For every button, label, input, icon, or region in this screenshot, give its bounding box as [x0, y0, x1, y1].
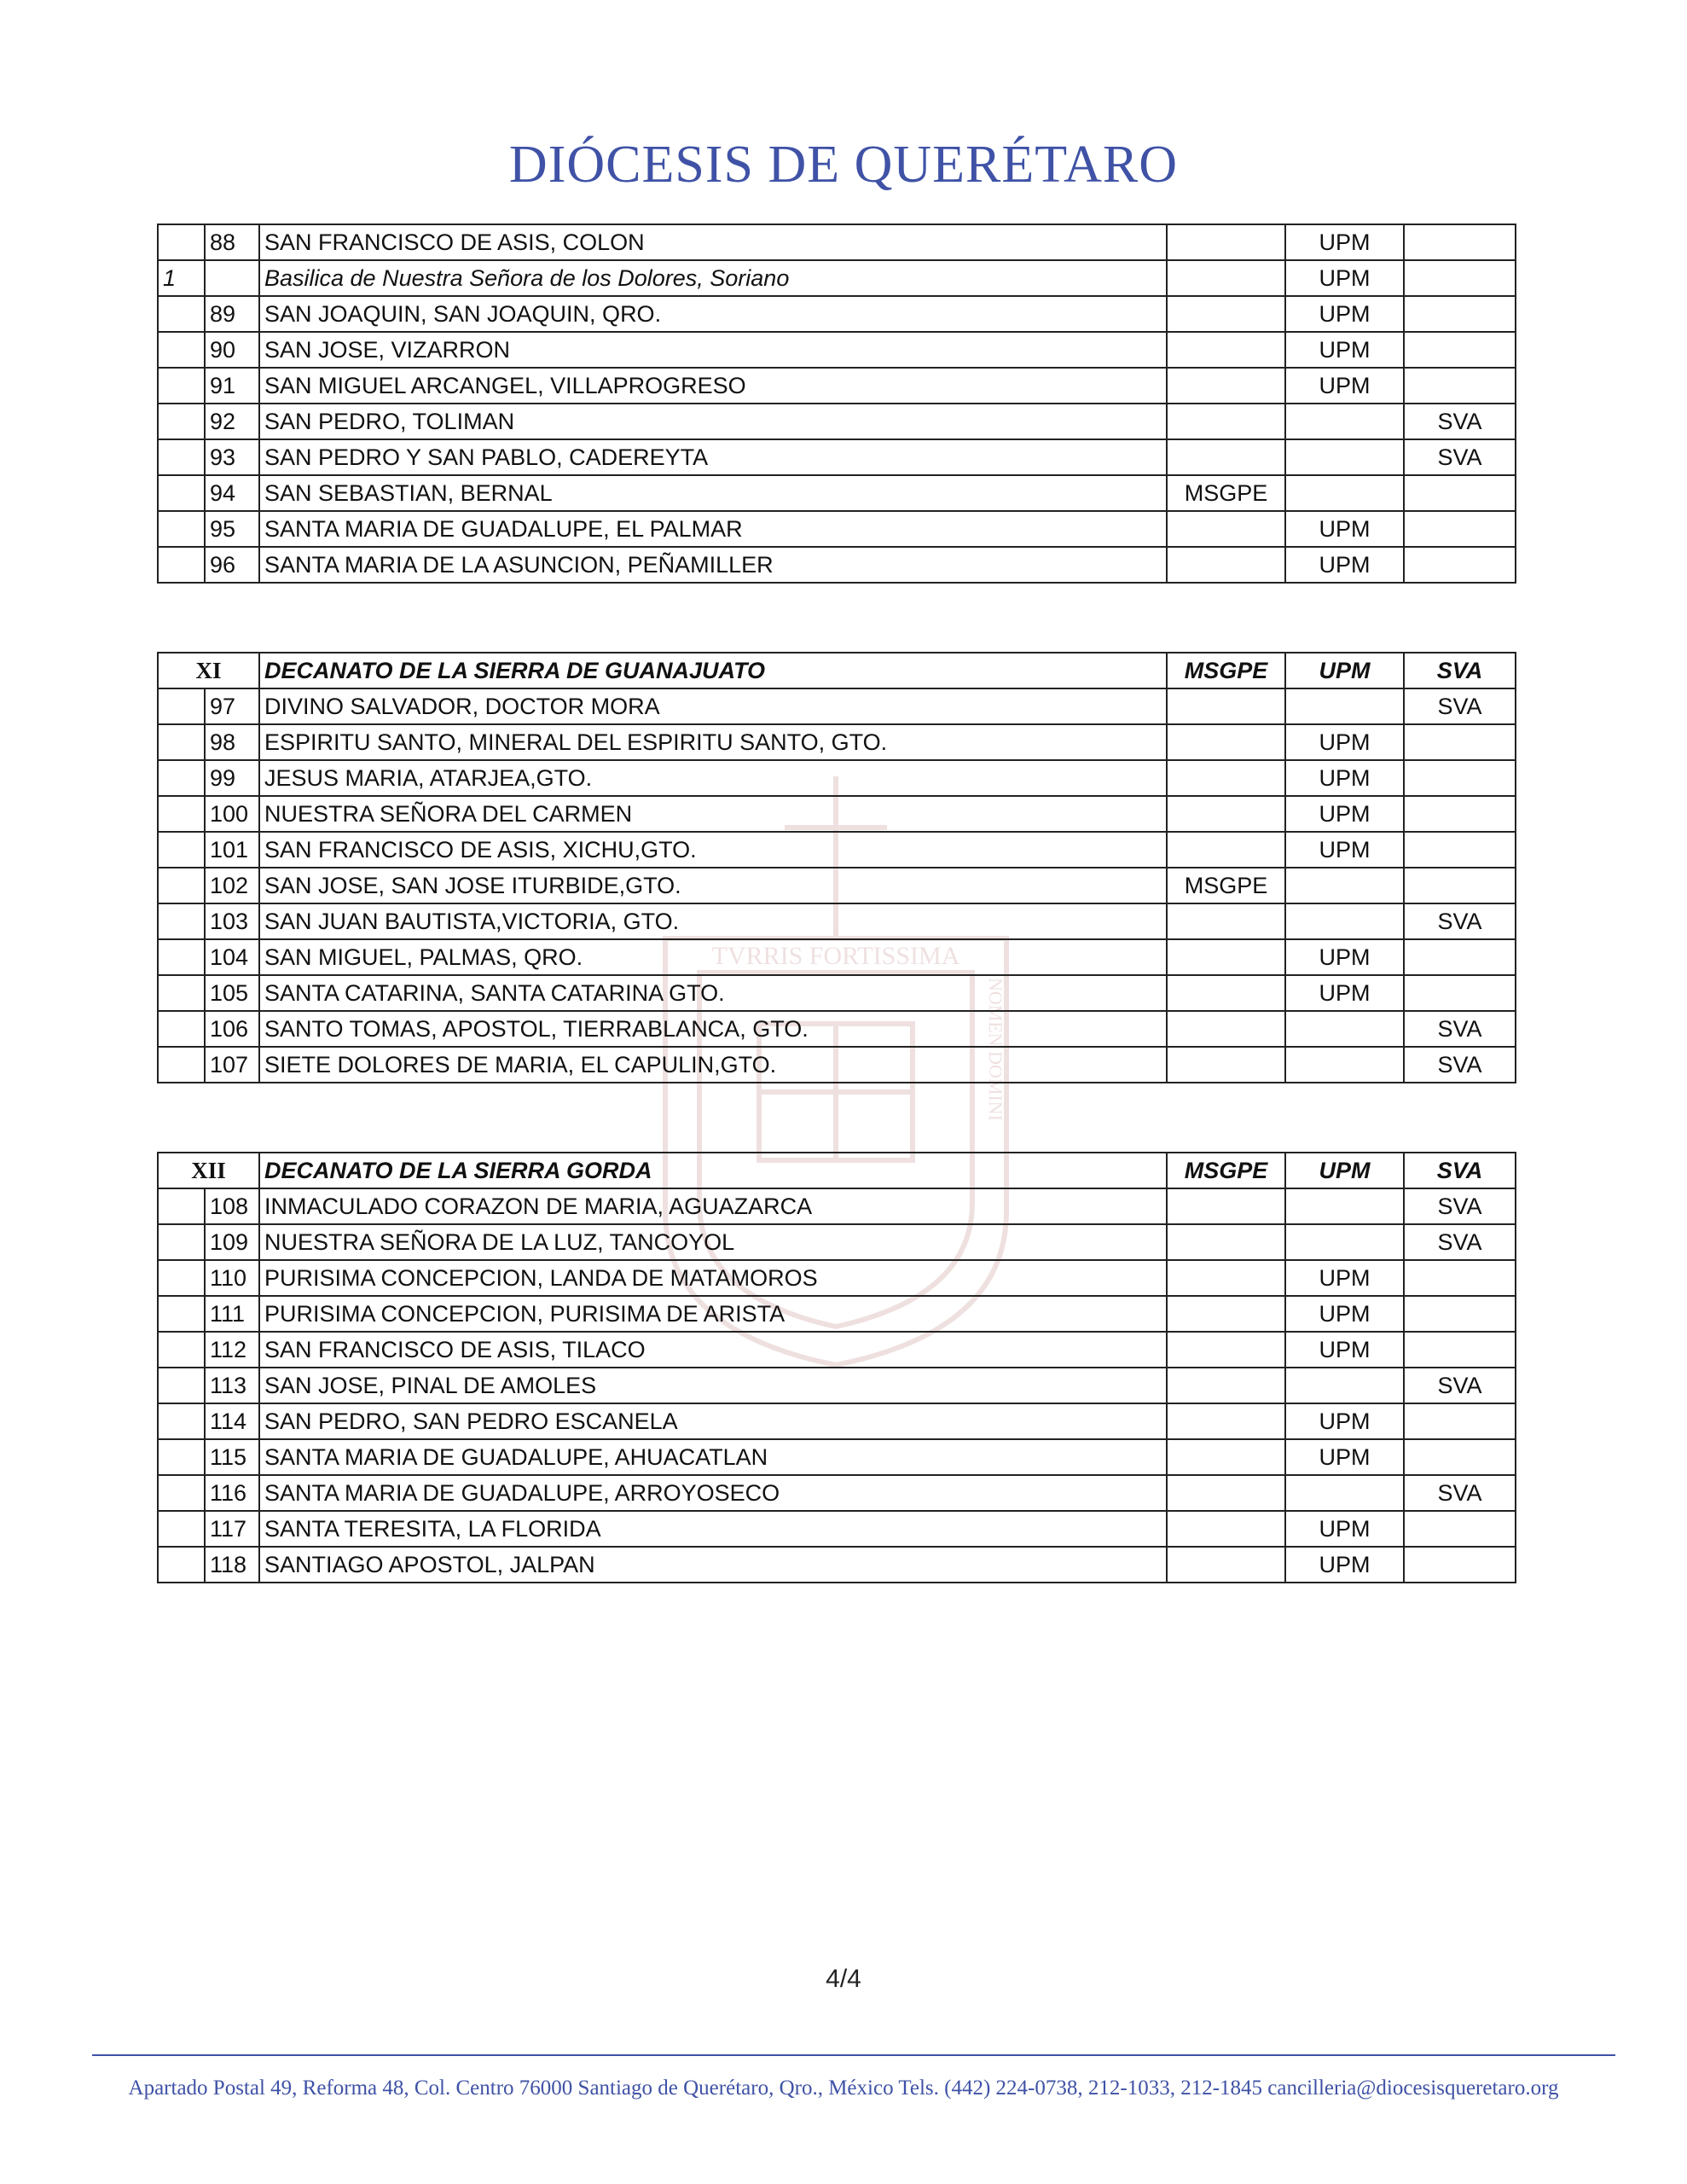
parish-name: SAN PEDRO, SAN PEDRO ESCANELA — [259, 1403, 1167, 1439]
parish-name: SANTA CATARINA, SANTA CATARINA GTO. — [259, 975, 1167, 1011]
upm-cell: UPM — [1285, 224, 1404, 260]
row-marker — [158, 1475, 205, 1511]
parish-name: SANTA MARIA DE GUADALUPE, EL PALMAR — [259, 511, 1167, 547]
deanery-name: DECANATO DE LA SIERRA DE GUANAJUATO — [259, 653, 1167, 688]
sva-cell — [1404, 332, 1516, 368]
row-number: 101 — [205, 832, 259, 868]
row-number: 116 — [205, 1475, 259, 1511]
parish-table-continuation — [157, 224, 1516, 584]
msgpe-cell — [1167, 903, 1285, 939]
sva-cell — [1404, 296, 1516, 332]
row-marker — [158, 688, 205, 724]
row-number: 110 — [205, 1260, 259, 1296]
upm-cell — [1285, 1475, 1404, 1511]
column-header-msgpe: MSGPE — [1167, 1153, 1285, 1188]
msgpe-cell — [1167, 1475, 1285, 1511]
upm-cell: UPM — [1285, 1260, 1404, 1296]
sva-cell — [1404, 511, 1516, 547]
row-number: 113 — [205, 1368, 259, 1403]
sva-cell — [1404, 1547, 1516, 1583]
diocese-title: DIÓCESIS DE QUERÉTARO — [508, 136, 1179, 194]
column-header-sva: SVA — [1404, 653, 1516, 688]
msgpe-cell — [1167, 1188, 1285, 1224]
table-row — [158, 439, 1516, 475]
row-marker — [158, 439, 205, 475]
table-row — [158, 868, 1516, 903]
watermark-motto: TVRRIS FORTISSIMA — [711, 942, 960, 970]
msgpe-cell — [1167, 760, 1285, 796]
table-row — [158, 1439, 1516, 1475]
row-marker — [158, 724, 205, 760]
msgpe-cell — [1167, 260, 1285, 296]
table-row — [158, 332, 1516, 368]
row-marker — [158, 975, 205, 1011]
sva-cell — [1404, 368, 1516, 404]
row-number: 96 — [205, 547, 259, 583]
column-header-sva: SVA — [1404, 1153, 1516, 1188]
row-marker — [158, 1511, 205, 1547]
sva-cell — [1404, 475, 1516, 511]
parish-name: NUESTRA SEÑORA DEL CARMEN — [259, 796, 1167, 832]
sva-cell — [1404, 975, 1516, 1011]
row-marker — [158, 547, 205, 583]
row-number: 112 — [205, 1332, 259, 1368]
upm-cell: UPM — [1285, 724, 1404, 760]
row-number: 94 — [205, 475, 259, 511]
row-marker — [158, 1439, 205, 1475]
table-row — [158, 1475, 1516, 1511]
table-row — [158, 724, 1516, 760]
msgpe-cell — [1167, 368, 1285, 404]
table-row — [158, 688, 1516, 724]
parish-name: PURISIMA CONCEPCION, PURISIMA DE ARISTA — [259, 1296, 1167, 1332]
deanery-header-row — [158, 1153, 1516, 1188]
parish-name: SAN PEDRO Y SAN PABLO, CADEREYTA — [259, 439, 1167, 475]
upm-cell — [1285, 475, 1404, 511]
sva-cell: SVA — [1404, 903, 1516, 939]
row-number: 106 — [205, 1011, 259, 1047]
upm-cell: UPM — [1285, 368, 1404, 404]
msgpe-cell — [1167, 1011, 1285, 1047]
parish-name: SAN PEDRO, TOLIMAN — [259, 404, 1167, 439]
table-row — [158, 1403, 1516, 1439]
msgpe-cell — [1167, 1296, 1285, 1332]
sva-cell: SVA — [1404, 688, 1516, 724]
parish-name: SAN JUAN BAUTISTA,VICTORIA, GTO. — [259, 903, 1167, 939]
sva-cell — [1404, 547, 1516, 583]
row-marker — [158, 1296, 205, 1332]
row-number: 103 — [205, 903, 259, 939]
parish-name: INMACULADO CORAZON DE MARIA, AGUAZARCA — [259, 1188, 1167, 1224]
column-header-upm: UPM — [1285, 653, 1404, 688]
msgpe-cell: MSGPE — [1167, 868, 1285, 903]
row-marker — [158, 404, 205, 439]
column-header-msgpe: MSGPE — [1167, 653, 1285, 688]
upm-cell — [1285, 404, 1404, 439]
table-row — [158, 939, 1516, 975]
sva-cell: SVA — [1404, 439, 1516, 475]
table-row — [158, 1047, 1516, 1083]
parish-name: SAN FRANCISCO DE ASIS, COLON — [259, 224, 1167, 260]
row-marker — [158, 868, 205, 903]
deanery-xii-table — [157, 1152, 1516, 1583]
column-header-upm: UPM — [1285, 1153, 1404, 1188]
row-marker — [158, 475, 205, 511]
upm-cell: UPM — [1285, 939, 1404, 975]
sva-cell — [1404, 1403, 1516, 1439]
sva-cell — [1404, 760, 1516, 796]
sva-cell — [1404, 1260, 1516, 1296]
parish-name: SAN FRANCISCO DE ASIS, TILACO — [259, 1332, 1167, 1368]
sva-cell: SVA — [1404, 1368, 1516, 1403]
upm-cell: UPM — [1285, 1439, 1404, 1475]
row-number: 92 — [205, 404, 259, 439]
sva-cell — [1404, 224, 1516, 260]
msgpe-cell — [1167, 939, 1285, 975]
parish-name: SANTA TERESITA, LA FLORIDA — [259, 1511, 1167, 1547]
msgpe-cell — [1167, 1047, 1285, 1083]
sva-cell: SVA — [1404, 1047, 1516, 1083]
table-row — [158, 475, 1516, 511]
msgpe-cell — [1167, 1511, 1285, 1547]
upm-cell — [1285, 1224, 1404, 1260]
parish-name: SAN JOSE, SAN JOSE ITURBIDE,GTO. — [259, 868, 1167, 903]
sva-cell: SVA — [1404, 1475, 1516, 1511]
msgpe-cell: MSGPE — [1167, 475, 1285, 511]
row-number: 93 — [205, 439, 259, 475]
row-number: 91 — [205, 368, 259, 404]
table-row — [158, 1296, 1516, 1332]
parish-name: SANTIAGO APOSTOL, JALPAN — [259, 1547, 1167, 1583]
msgpe-cell — [1167, 511, 1285, 547]
parish-name: SAN JOSE, VIZARRON — [259, 332, 1167, 368]
row-number: 104 — [205, 939, 259, 975]
row-number: 100 — [205, 796, 259, 832]
upm-cell — [1285, 1188, 1404, 1224]
parish-name: JESUS MARIA, ATARJEA,GTO. — [259, 760, 1167, 796]
sva-cell — [1404, 1332, 1516, 1368]
parish-name: SAN JOAQUIN, SAN JOAQUIN, QRO. — [259, 296, 1167, 332]
parish-name: SAN JOSE, PINAL DE AMOLES — [259, 1368, 1167, 1403]
table-row — [158, 760, 1516, 796]
upm-cell: UPM — [1285, 796, 1404, 832]
row-marker — [158, 368, 205, 404]
parish-name: Basilica de Nuestra Señora de los Dolores, Soriano — [259, 260, 1167, 296]
upm-cell: UPM — [1285, 332, 1404, 368]
table-row — [158, 511, 1516, 547]
deanery-xi-table — [157, 652, 1516, 1083]
msgpe-cell — [1167, 1439, 1285, 1475]
footer-address: Apartado Postal 49, Reforma 48, Col. Centro 76000 Santiago de Querétaro, Qro., México Tels. (442) 224-0738, 212-1033, 212-1845 cancilleria@diocesisqueretaro.org — [128, 2077, 1559, 2100]
parish-name: SANTA MARIA DE LA ASUNCION, PEÑAMILLER — [259, 547, 1167, 583]
table-row — [158, 296, 1516, 332]
sva-cell — [1404, 1296, 1516, 1332]
row-number: 95 — [205, 511, 259, 547]
upm-cell — [1285, 1047, 1404, 1083]
row-number: 111 — [205, 1296, 259, 1332]
msgpe-cell — [1167, 796, 1285, 832]
upm-cell: UPM — [1285, 296, 1404, 332]
row-number: 89 — [205, 296, 259, 332]
deanery-number: XII — [158, 1153, 259, 1188]
msgpe-cell — [1167, 224, 1285, 260]
row-number: 115 — [205, 1439, 259, 1475]
row-marker — [158, 1047, 205, 1083]
row-number: 88 — [205, 224, 259, 260]
upm-cell: UPM — [1285, 832, 1404, 868]
row-number: 118 — [205, 1547, 259, 1583]
row-marker — [158, 939, 205, 975]
table-row — [158, 224, 1516, 260]
upm-cell — [1285, 1011, 1404, 1047]
msgpe-cell — [1167, 547, 1285, 583]
row-number — [205, 260, 259, 296]
parish-name: ESPIRITU SANTO, MINERAL DEL ESPIRITU SANTO, GTO. — [259, 724, 1167, 760]
msgpe-cell — [1167, 688, 1285, 724]
parish-name: SANTA MARIA DE GUADALUPE, ARROYOSECO — [259, 1475, 1167, 1511]
row-marker — [158, 1011, 205, 1047]
msgpe-cell — [1167, 975, 1285, 1011]
sva-cell: SVA — [1404, 1188, 1516, 1224]
row-number: 102 — [205, 868, 259, 903]
row-marker — [158, 1368, 205, 1403]
row-marker — [158, 832, 205, 868]
row-marker — [158, 903, 205, 939]
table-row — [158, 1011, 1516, 1047]
row-marker — [158, 511, 205, 547]
upm-cell: UPM — [1285, 547, 1404, 583]
upm-cell — [1285, 868, 1404, 903]
table-row — [158, 368, 1516, 404]
sva-cell — [1404, 1439, 1516, 1475]
upm-cell — [1285, 688, 1404, 724]
msgpe-cell — [1167, 724, 1285, 760]
table-row — [158, 1332, 1516, 1368]
msgpe-cell — [1167, 332, 1285, 368]
table-row — [158, 796, 1516, 832]
row-marker — [158, 1332, 205, 1368]
table-row — [158, 404, 1516, 439]
table-row — [158, 903, 1516, 939]
sva-cell — [1404, 1511, 1516, 1547]
row-marker — [158, 1188, 205, 1224]
upm-cell: UPM — [1285, 975, 1404, 1011]
row-number: 99 — [205, 760, 259, 796]
row-number: 108 — [205, 1188, 259, 1224]
msgpe-cell — [1167, 439, 1285, 475]
parish-name: DIVINO SALVADOR, DOCTOR MORA — [259, 688, 1167, 724]
parish-name: PURISIMA CONCEPCION, LANDA DE MATAMOROS — [259, 1260, 1167, 1296]
sva-cell — [1404, 796, 1516, 832]
parish-name: SAN FRANCISCO DE ASIS, XICHU,GTO. — [259, 832, 1167, 868]
upm-cell: UPM — [1285, 1296, 1404, 1332]
table-row — [158, 1511, 1516, 1547]
parish-name: SAN MIGUEL ARCANGEL, VILLAPROGRESO — [259, 368, 1167, 404]
table-row — [158, 547, 1516, 583]
parish-name: SAN MIGUEL, PALMAS, QRO. — [259, 939, 1167, 975]
parish-name: SANTA MARIA DE GUADALUPE, AHUACATLAN — [259, 1439, 1167, 1475]
upm-cell — [1285, 903, 1404, 939]
row-number: 98 — [205, 724, 259, 760]
row-number: 90 — [205, 332, 259, 368]
row-marker — [158, 224, 205, 260]
row-marker — [158, 332, 205, 368]
table-row — [158, 1188, 1516, 1224]
row-number: 109 — [205, 1224, 259, 1260]
parish-name: NUESTRA SEÑORA DE LA LUZ, TANCOYOL — [259, 1224, 1167, 1260]
sva-cell — [1404, 832, 1516, 868]
row-marker: 1 — [158, 260, 205, 296]
upm-cell: UPM — [1285, 1547, 1404, 1583]
row-number: 117 — [205, 1511, 259, 1547]
table-row — [158, 1224, 1516, 1260]
upm-cell — [1285, 439, 1404, 475]
table-row — [158, 832, 1516, 868]
sva-cell — [1404, 724, 1516, 760]
row-marker — [158, 296, 205, 332]
upm-cell — [1285, 1368, 1404, 1403]
msgpe-cell — [1167, 1260, 1285, 1296]
row-number: 97 — [205, 688, 259, 724]
parish-name: SAN SEBASTIAN, BERNAL — [259, 475, 1167, 511]
msgpe-cell — [1167, 832, 1285, 868]
row-marker — [158, 796, 205, 832]
upm-cell: UPM — [1285, 760, 1404, 796]
row-marker — [158, 1403, 205, 1439]
footer-divider — [92, 2054, 1615, 2056]
row-number: 107 — [205, 1047, 259, 1083]
sva-cell — [1404, 260, 1516, 296]
msgpe-cell — [1167, 1224, 1285, 1260]
upm-cell: UPM — [1285, 260, 1404, 296]
msgpe-cell — [1167, 296, 1285, 332]
row-marker — [158, 1260, 205, 1296]
parish-name: SIETE DOLORES DE MARIA, EL CAPULIN,GTO. — [259, 1047, 1167, 1083]
table-row — [158, 1368, 1516, 1403]
sva-cell — [1404, 939, 1516, 975]
sva-cell: SVA — [1404, 1011, 1516, 1047]
sva-cell: SVA — [1404, 404, 1516, 439]
sva-cell — [1404, 868, 1516, 903]
row-marker — [158, 760, 205, 796]
upm-cell: UPM — [1285, 1511, 1404, 1547]
table-row — [158, 1547, 1516, 1583]
msgpe-cell — [1167, 1403, 1285, 1439]
table-row — [158, 260, 1516, 296]
watermark-side-text: NOMEN DOMINI — [985, 977, 1006, 1122]
table-row — [158, 1260, 1516, 1296]
table-row — [158, 975, 1516, 1011]
row-number: 114 — [205, 1403, 259, 1439]
parish-name: SANTO TOMAS, APOSTOL, TIERRABLANCA, GTO. — [259, 1011, 1167, 1047]
upm-cell: UPM — [1285, 1403, 1404, 1439]
deanery-number: XI — [158, 653, 259, 688]
row-marker — [158, 1224, 205, 1260]
sva-cell: SVA — [1404, 1224, 1516, 1260]
msgpe-cell — [1167, 1368, 1285, 1403]
upm-cell: UPM — [1285, 1332, 1404, 1368]
deanery-name: DECANATO DE LA SIERRA GORDA — [259, 1153, 1167, 1188]
msgpe-cell — [1167, 1332, 1285, 1368]
row-number: 105 — [205, 975, 259, 1011]
page-number: 4/4 — [826, 1965, 861, 1993]
msgpe-cell — [1167, 1547, 1285, 1583]
row-marker — [158, 1547, 205, 1583]
msgpe-cell — [1167, 404, 1285, 439]
deanery-header-row — [158, 653, 1516, 688]
upm-cell: UPM — [1285, 511, 1404, 547]
